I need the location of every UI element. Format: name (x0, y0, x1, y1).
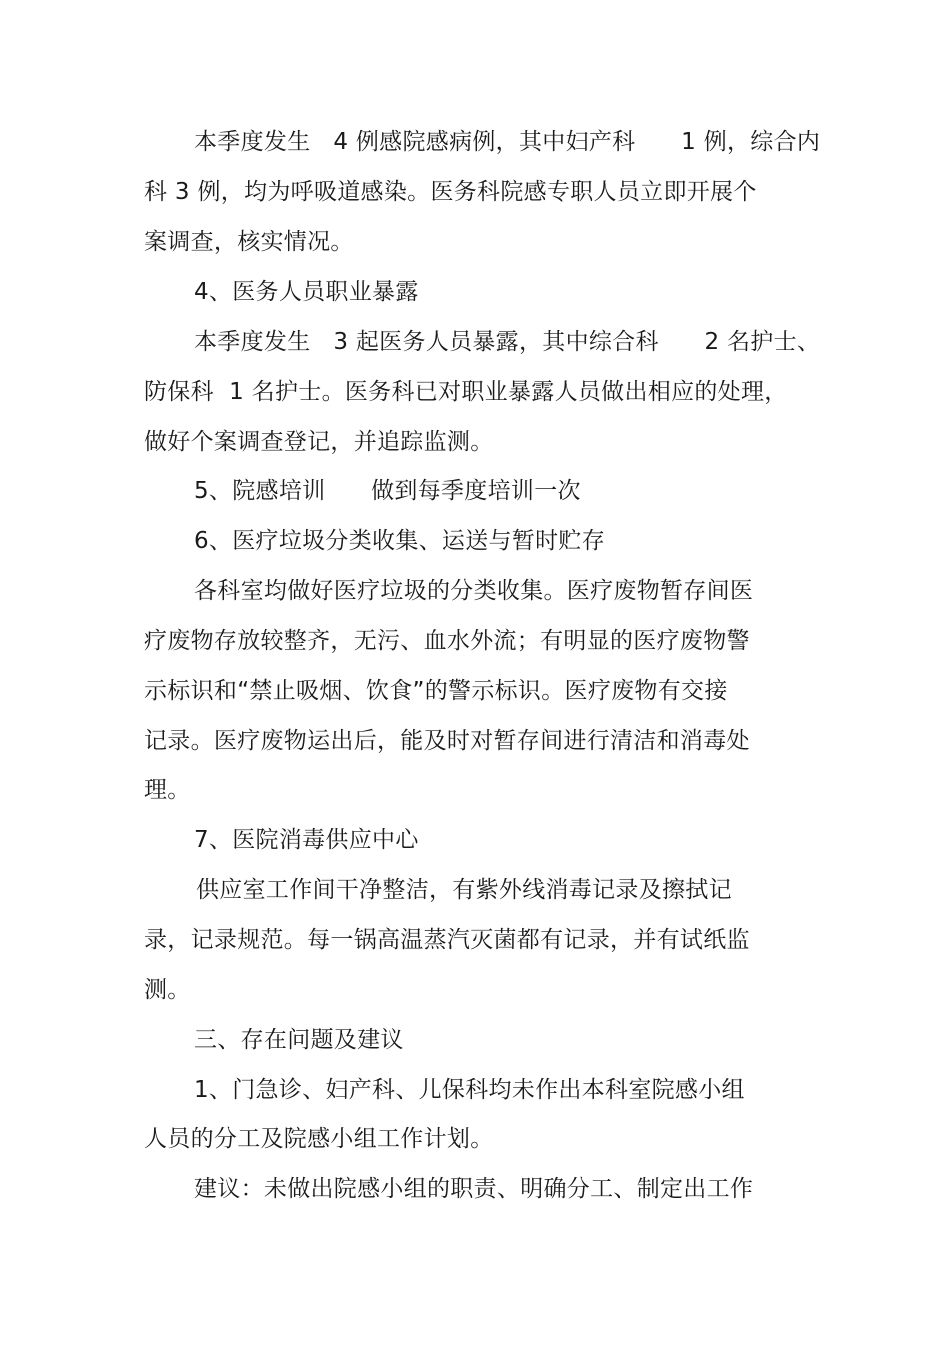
text-line: 疗废物存放较整齐，无污、血水外流；有明显的医疗废物警 (144, 628, 750, 654)
section-heading: 7、医院消毒供应中心 (194, 827, 419, 853)
text-line: 记录。医疗废物运出后，能及时对暂存间进行清洁和消毒处 (144, 728, 750, 754)
text-line: 防保科 1 名护士。医务科已对职业暴露人员做出相应的处理， (144, 379, 788, 405)
section-heading: 三、存在问题及建议 (194, 1027, 404, 1053)
text-line: 各科室均做好医疗垃圾的分类收集。医疗废物暂存间医 (194, 578, 754, 604)
text-line: 科 3 例，均为呼吸道感染。医务科院感专职人员立即开展个 (144, 179, 757, 205)
text-line: 做好个案调查登记，并追踪监测。 (144, 429, 494, 455)
section-heading: 5、院感培训 做到每季度培训一次 (194, 478, 581, 504)
text-line: 案调查，核实情况。 (144, 229, 354, 255)
section-heading: 4、医务人员职业暴露 (194, 279, 419, 305)
text-line: 理。 (144, 777, 191, 803)
text-line: 示标识和“禁止吸烟、饮食”的警示标识。医疗废物有交接 (144, 678, 728, 704)
text-line: 建议：未做出院感小组的职责、明确分工、制定出工作 (194, 1176, 754, 1202)
text-line: 人员的分工及院感小组工作计划。 (144, 1126, 494, 1152)
text-line: 本季度发生 3 起医务人员暴露，其中综合科 2 名护士、 (194, 329, 821, 355)
section-heading: 6、医疗垃圾分类收集、运送与暂时贮存 (194, 528, 606, 554)
text-line: 录，记录规范。每一锅高温蒸汽灭菌都有记录，并有试纸监 (144, 927, 750, 953)
text-line: 本季度发生 4 例感院感病例，其中妇产科 1 例，综合内 (194, 129, 821, 155)
text-line: 供应室工作间干净整洁，有紫外线消毒记录及擦拭记 (196, 877, 732, 903)
text-line: 测。 (144, 977, 191, 1003)
text-line: 1、门急诊、妇产科、儿保科均未作出本科室院感小组 (194, 1077, 745, 1103)
